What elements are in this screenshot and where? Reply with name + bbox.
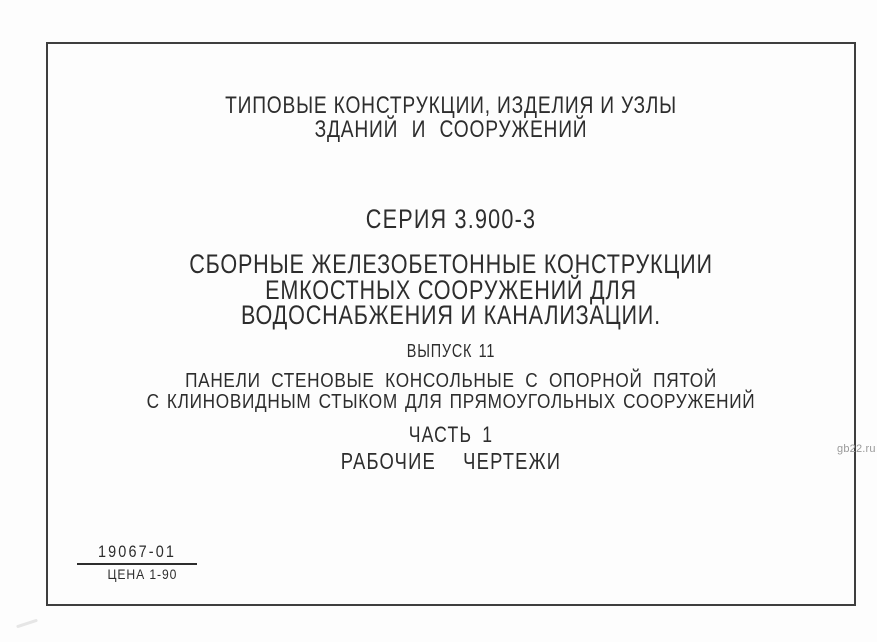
- header-line-2: ЗДАНИЙ И СООРУЖЕНИЙ: [314, 116, 588, 143]
- subtitle-line-1: ПАНЕЛИ СТЕНОВЫЕ КОНСОЛЬНЫЕ С ОПОРНОЙ ПЯТОЙ: [185, 370, 717, 392]
- document-number-stamp: [77, 542, 197, 583]
- series-number: СЕРИЯ 3.900-3: [365, 204, 537, 234]
- subtitle-block: [48, 371, 854, 412]
- page-border-frame: [46, 42, 856, 606]
- stamp-price: [83, 567, 191, 583]
- part-number: ЧАСТЬ 1: [408, 422, 494, 447]
- main-title-line-2: ЕМКОСТНЫХ СООРУЖЕНИЙ ДЛЯ: [265, 274, 637, 305]
- main-title-line-1: СБОРНЫЕ ЖЕЛЕЗОБЕТОННЫЕ КОНСТРУКЦИИ: [189, 249, 713, 279]
- main-title-line-3: ВОДОСНАБЖЕНИЯ И КАНАЛИЗАЦИИ.: [241, 300, 661, 330]
- main-title-block: [48, 249, 854, 330]
- header-line-1: ТИПОВЫЕ КОНСТРУКЦИИ, ИЗДЕЛИЯ И УЗЛЫ: [225, 92, 677, 119]
- header-block: [48, 94, 854, 142]
- issue-number: ВЫПУСК 11: [406, 341, 496, 361]
- subtitle-line-2: С КЛИНОВИДНЫМ СТЫКОМ ДЛЯ ПРЯМОУГОЛЬНЫХ СООРУЖЕНИЙ: [146, 390, 756, 413]
- watermark: gb22.ru: [837, 443, 876, 455]
- document-type: РАБОЧИЕ ЧЕРТЕЖИ: [340, 448, 562, 474]
- price-value: 1-90: [149, 567, 178, 582]
- price-label: ЦЕНА: [107, 567, 146, 582]
- stamp-divider-line: [77, 563, 197, 565]
- stamp-code: 19067-01: [97, 542, 177, 561]
- scan-smudge: [16, 619, 38, 629]
